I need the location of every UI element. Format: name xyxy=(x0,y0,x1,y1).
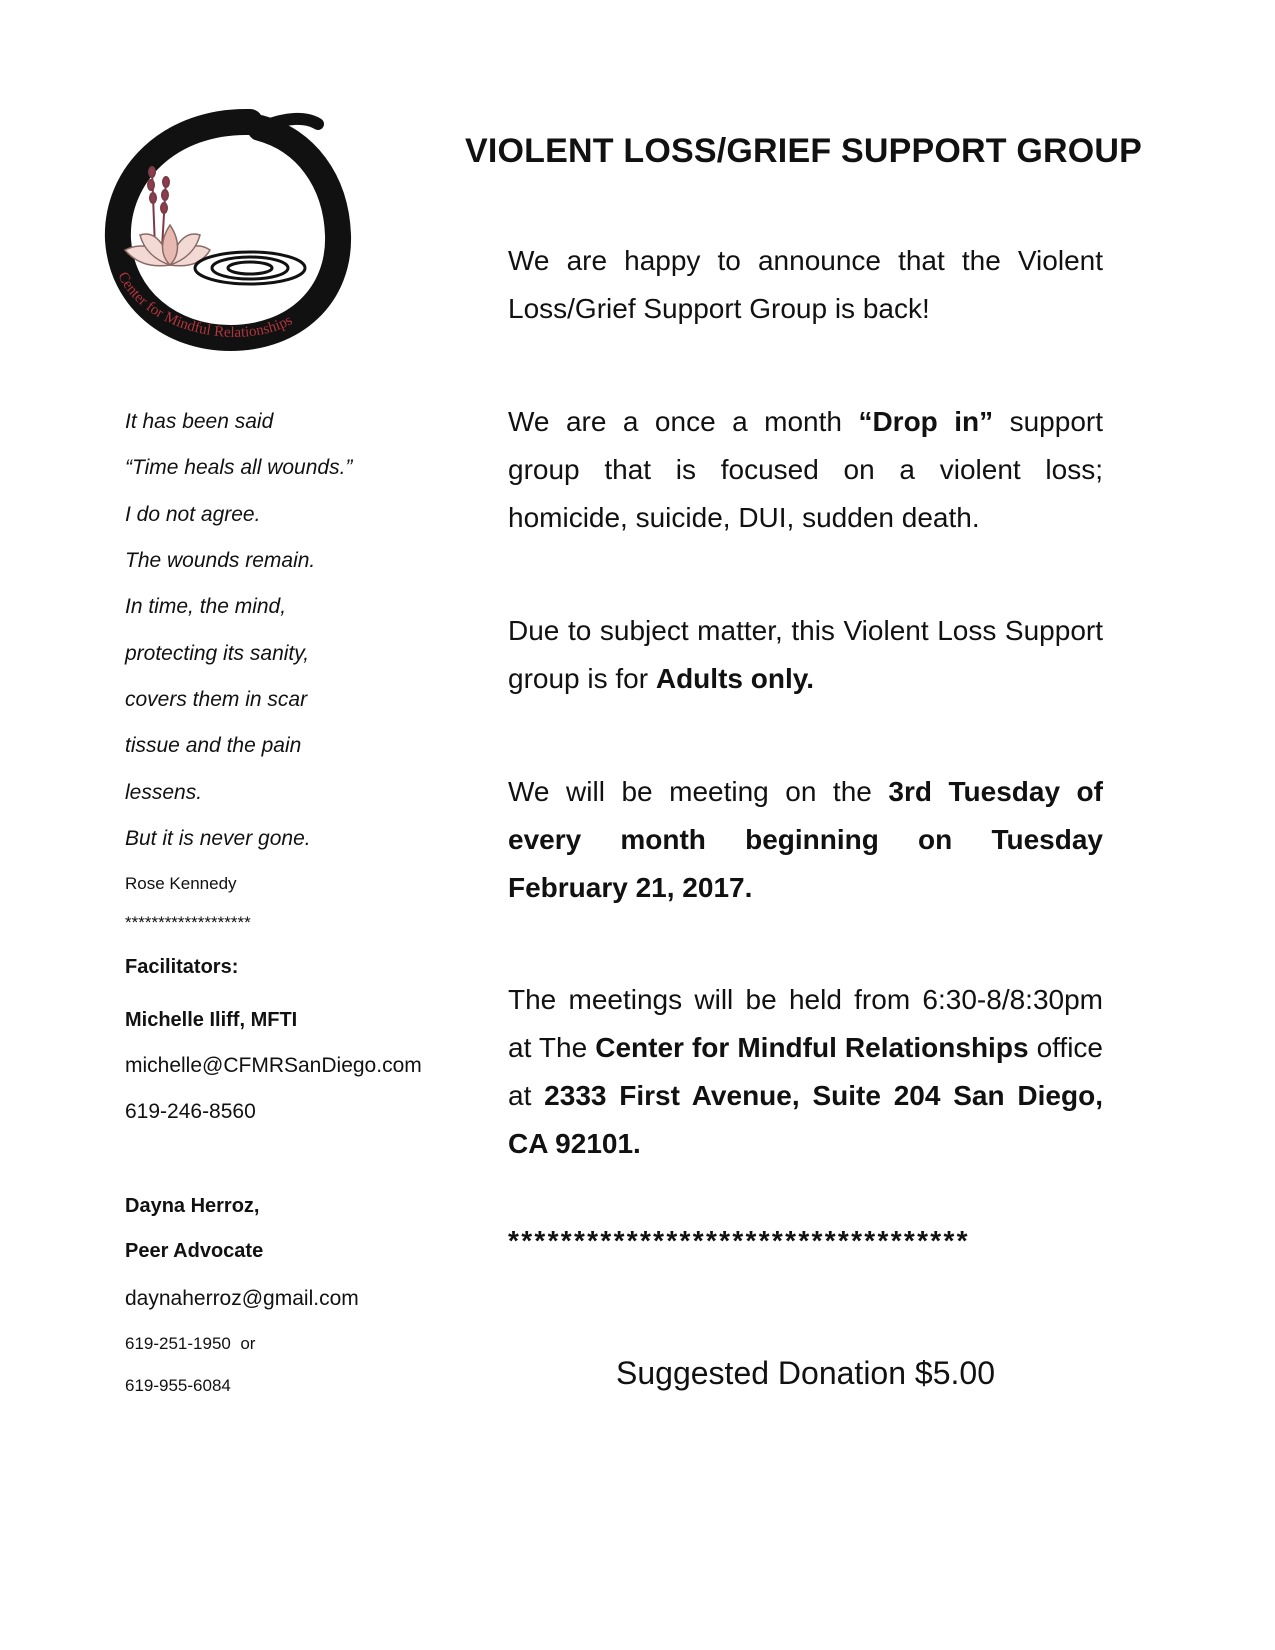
location-text-b: office at xyxy=(508,1032,1103,1111)
facilitator2-role: Peer Advocate xyxy=(125,1240,264,1262)
paragraph-drop-in xyxy=(508,398,1103,542)
main-divider: *********************************** xyxy=(508,1225,970,1256)
paragraph-location xyxy=(508,976,1103,1168)
facilitator2-email[interactable]: daynaherroz@gmail.com xyxy=(125,1287,359,1310)
schedule-text: We will be meeting on the xyxy=(508,776,889,807)
paragraph-schedule xyxy=(508,768,1103,912)
sidebar-divider: ******************* xyxy=(125,913,251,932)
facilitators-label: Facilitators: xyxy=(125,956,239,978)
lotus-flower xyxy=(125,225,210,266)
suggested-donation: Suggested Donation $5.00 xyxy=(616,1355,995,1391)
water-ripples xyxy=(195,252,305,284)
schedule-emphasis: 3rd Tuesday of every month beginning on Tuesday February 21, 2017. xyxy=(508,776,1103,903)
poem-line: The wounds remain. xyxy=(125,549,316,572)
poem-line: tissue and the pain xyxy=(125,734,302,757)
logo-text: Center for Mindful Relationships xyxy=(114,269,296,341)
adults-text: Due to subject matter, this Violent Loss Support group is for xyxy=(508,615,1103,694)
center-logo xyxy=(100,100,360,360)
poem-line: covers them in scar xyxy=(125,688,308,711)
facilitator2-phone2: 619-955-6084 xyxy=(125,1376,231,1395)
facilitator2-name: Dayna Herroz, xyxy=(125,1195,260,1217)
facilitator1-phone: 619-246-8560 xyxy=(125,1100,256,1123)
poem-line: lessens. xyxy=(125,781,203,804)
poem-line: It has been said xyxy=(125,410,274,433)
drop-in-text-a: We are a once a month xyxy=(508,406,859,437)
facilitator2-phone1: 619-251-1950 or xyxy=(125,1334,256,1353)
enso-brush-tail xyxy=(265,119,318,126)
adults-emphasis: Adults only. xyxy=(655,663,815,694)
poem-line: “Time heals all wounds.” xyxy=(125,456,353,479)
location-text-a: The meetings will be held from 6:30-8/8:30pm at The xyxy=(508,984,1103,1063)
paragraph-announcement: We are happy to announce that the Violent Loss/Grief Support Group is back! xyxy=(508,245,1103,324)
drop-in-text-b: support group that is focused on a violent loss; homicide, suicide, DUI, sudden death. xyxy=(508,406,1103,533)
poem-line: In time, the mind, xyxy=(125,595,287,618)
poem-author: Rose Kennedy xyxy=(125,874,237,893)
facilitator1-name: Michelle Iliff, MFTI xyxy=(125,1009,298,1031)
facilitator1-email[interactable]: michelle@CFMRSanDiego.com xyxy=(125,1054,422,1077)
drop-in-emphasis: “Drop in” xyxy=(858,406,994,437)
location-org: Center for Mindful Relationships xyxy=(595,1032,1029,1063)
page-title: VIOLENT LOSS/GRIEF SUPPORT GROUP xyxy=(465,132,1143,170)
location-address: 2333 First Avenue, Suite 204 San Diego, CA 92101. xyxy=(508,1080,1103,1159)
poem-line: protecting its sanity, xyxy=(125,642,310,665)
poem-line: I do not agree. xyxy=(125,503,261,526)
poem-line: But it is never gone. xyxy=(125,827,311,850)
paragraph-adults-only xyxy=(508,607,1103,703)
